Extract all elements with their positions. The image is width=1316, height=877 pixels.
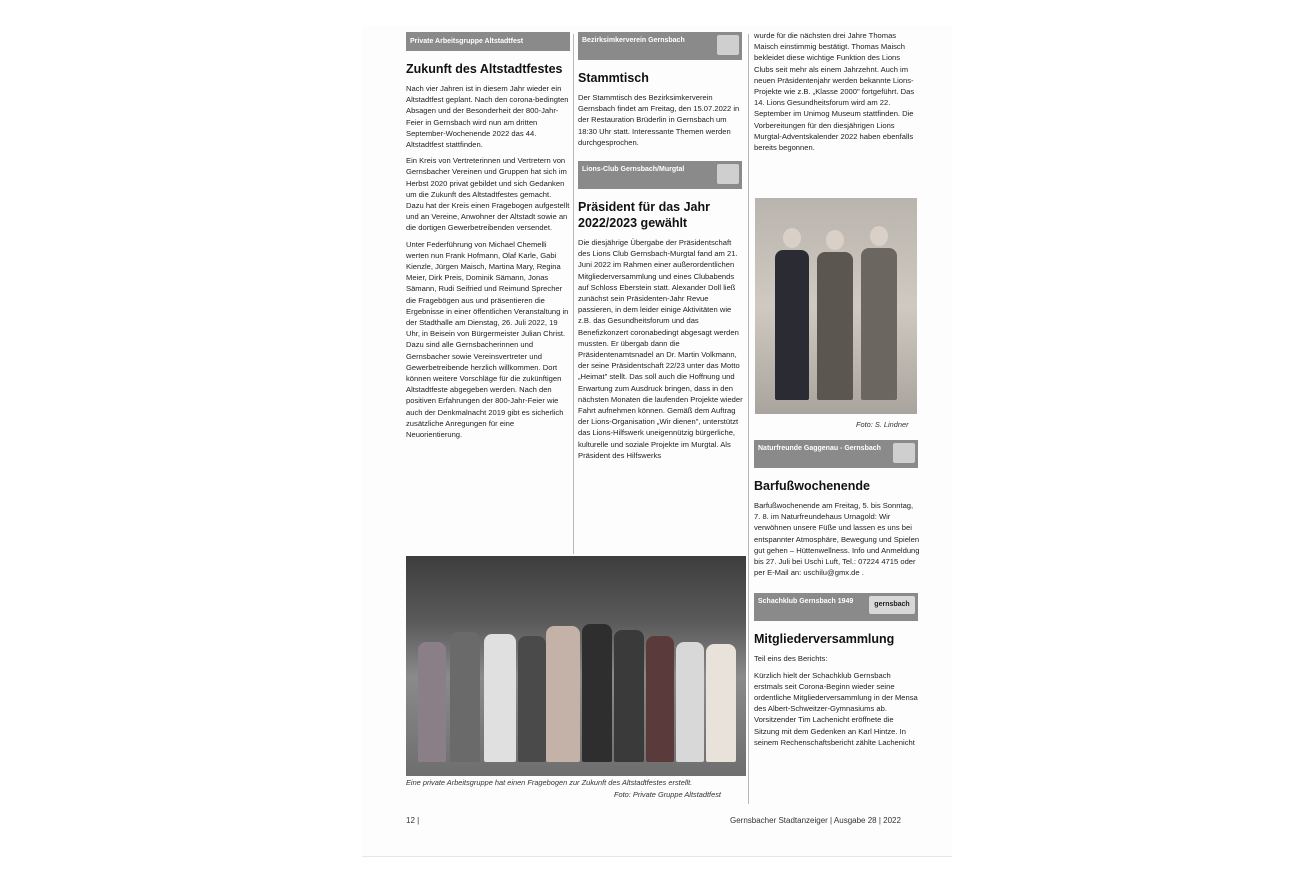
section-kicker (578, 32, 742, 60)
article-title: Mitgliederversammlung (754, 632, 895, 647)
newspaper-page (362, 26, 952, 857)
article-title: Barfußwochenende (754, 479, 870, 493)
photo-credit: Foto: Private Gruppe Altstadtfest (614, 790, 721, 799)
article-paragraph: Unter Federführung von Michael Chemelli werten nun Frank Hofmann, Olaf Karle, Gabi Kienzle, Jürgen Maisch, Martina Mary, Regina Meier, Dirk Preis, Dominik Sämann, Jonas Sämann, Rudi Seifried und Reimund Sprecher die Fragebögen aus und präsentieren die Ergebnisse in einer öffentlichen Veranstaltung in der Stadthalle am Dienstag, 26. Juli 2022, 19 Uhr, in Beisein von Bürgermeister Julian Christ. Dazu sind alle Gernsbacherinnen und Gernsbacher sowie Vereinsvertreter und Gewerbetreibende herzlich willkommen. Dort können weitere Vorschläge für die zukünftigen Altstadtfeste abgegeben werden. Nach den positiven Erfahrungen der 800-Jahr-Feier wie auch der Denkmalnacht 2019 gibt es sicherlich zusätzliche Anregungen für eine Neuorientierung. (406, 239, 569, 440)
kicker-label: Schachklub Gernsbach 1949 (758, 598, 854, 606)
person (861, 248, 897, 400)
person (706, 644, 736, 762)
lions-photo (755, 198, 917, 414)
person (582, 624, 612, 762)
person (646, 636, 674, 762)
naturfreunde-logo-icon (893, 443, 915, 463)
kicker-label: Naturfreunde Gaggenau - Gernsbach (758, 445, 881, 452)
article-title: Stammtisch (578, 71, 649, 85)
section-kicker (406, 32, 570, 51)
publication-info: Gernsbacher Stadtanzeiger | Ausgabe 28 | 2022 (730, 816, 901, 825)
column-divider (748, 34, 749, 804)
person (418, 642, 446, 762)
person (450, 632, 480, 762)
article-title: Präsident für das Jahr 2022/2023 gewählt (578, 200, 710, 231)
column-stammtisch-lions (578, 32, 744, 466)
person-head (826, 230, 844, 250)
person (546, 626, 580, 762)
person (614, 630, 644, 762)
section-kicker (754, 593, 918, 621)
section-kicker (754, 440, 918, 468)
article-paragraph: Ein Kreis von Vertreterinnen und Vertretern von Gernsbacher Vereinen und Gruppen hat sich im Herbst 2020 privat gebildet und sich Gedanken um die Zukunft des Altstadtfestes gemacht. Dazu hat der Kreis einen Fragebogen aufgestellt und an Vereine, Anwohner der Altstadt sowie an die dortigen Gewerbetreibenden versendet. (406, 156, 570, 233)
column-lions-naturfreunde-schach (754, 32, 920, 158)
column-divider (573, 34, 574, 554)
photo-caption: Eine private Arbeitsgruppe hat einen Fragebogen zur Zukunft des Altstadtfestes erstellt. (406, 778, 693, 787)
person (518, 636, 546, 762)
article-paragraph: Die diesjährige Übergabe der Präsidentschaft des Lions Club Gernsbach-Murgtal fand am 21. Juni 2022 im Rahmen einer außerordentlichen Mitgliederversammlung und eines Clubabends auf Schloss Eberstein statt. Alexander Doll ließ zunächst sein Präsidenten-Jahr Revue passieren, in dem leider einige Aktivitäten wie z.B. das Gesundheitsforum und das Benefizkonzert coronabedingt abgesagt werden mussten. Er übergab dann die Präsidentenamtsnadel an Dr. Martin Volkmann, der seine Präsidentschaft 22/23 unter das Motto „Heimat" stellt. Das soll auch die Hoffnung und Erwartung zum Ausdruck bringen, dass in den nächsten Monaten die laufenden Projekte wieder Fahrt aufnehmen können. Gemäß dem Auftrag der Lions-Organisation „Wir dienen", unterstützt das Lions-Hilfswerk uneigennützig bürgerliche, kulturelle und soziale Projekte im Murgtal. Als Präsident des Hilfswerks (578, 238, 743, 460)
person (484, 634, 516, 762)
article-paragraph: Nach vier Jahren ist in diesem Jahr wieder ein Altstadtfest geplant. Nach den corona-bedingten Absagen und der Besonderheit der 800-Jahr-Feier in Gernsbach wird nun am dritten September-Wochenende 2022 das 44. Altstadtfest stattfinden. (406, 84, 569, 150)
person (676, 642, 704, 762)
page-number: 12 | (406, 816, 420, 825)
kicker-label: Lions-Club Gernsbach/Murgtal (582, 166, 685, 174)
article-paragraph: wurde für die nächsten drei Jahre Thomas Maisch einstimmig bestätigt. Thomas Maisch bekleidet diese wichtige Funktion des Lions Clubs seit mehr als einem Jahrzehnt. Auch im neuen Präsidentenjahr werden bekannte Lions-Projekte wie z.B. „Klasse 2000" fortgeführt. Das 14. Lions Gesundheitsforum wird am 22. September im Unimog Museum stattfinden. Die Vorbereitungen für den diesjährigen Lions Murgtal-Adventskalender 2022 haben ebenfalls bereits begonnen. (754, 31, 915, 153)
article-paragraph: Der Stammtisch des Bezirksimkerverein Gernsbach findet am Freitag, den 15.07.2022 in der Restauration Brüderlin in Gernsbach um 18:30 Uhr statt. Interessante Themen werden durchgesprochen. (578, 93, 740, 147)
kicker-label: Private Arbeitsgruppe Altstadtfest (410, 38, 524, 45)
column-altstadtfest (406, 32, 570, 445)
column-naturfreunde-schach (754, 440, 920, 753)
article-paragraph: Kürzlich hielt der Schachklub Gernsbach erstmals seit Corona-Beginn wieder seine ordentliche Mitgliederversammlung in der Mensa des Albert-Schweitzer-Gymnasiums ab. Vorsitzender Tim Lachenicht eröffnete die Sitzung mit dem Gedenken an Karl Hintze. In seinem Rechenschaftsbericht zählte Lachenicht (754, 670, 918, 747)
person (775, 250, 809, 400)
schachklub-logo: gernsbach (869, 596, 915, 614)
beehive-logo-icon (717, 35, 739, 55)
person (817, 252, 853, 400)
person-head (870, 226, 888, 246)
section-kicker (578, 161, 742, 189)
article-title: Zukunft des Altstadtfestes (406, 62, 563, 76)
person-head (783, 228, 801, 248)
group-photo (406, 556, 746, 776)
photo-credit: Foto: S. Lindner (856, 420, 909, 429)
kicker-label: Bezirksimkerverein Gernsbach (582, 37, 685, 44)
article-paragraph: Teil eins des Berichts: (754, 654, 828, 664)
article-paragraph: Barfußwochenende am Freitag, 5. bis Sonntag, 7. 8. im Naturfreundehaus Urnagold: Wir verwöhnen unsere Füße und lassen es uns bei entspannter Atmosphäre, Bewegung und Spielen gut gehen – Hüttenwellness. Info und Anmeldung bis 27. Juli bei Uschi Luft, Tel.: 07224 4715 oder per E-Mail an: uschilu@gmx.de . (754, 501, 920, 578)
lions-logo-icon (717, 164, 739, 184)
